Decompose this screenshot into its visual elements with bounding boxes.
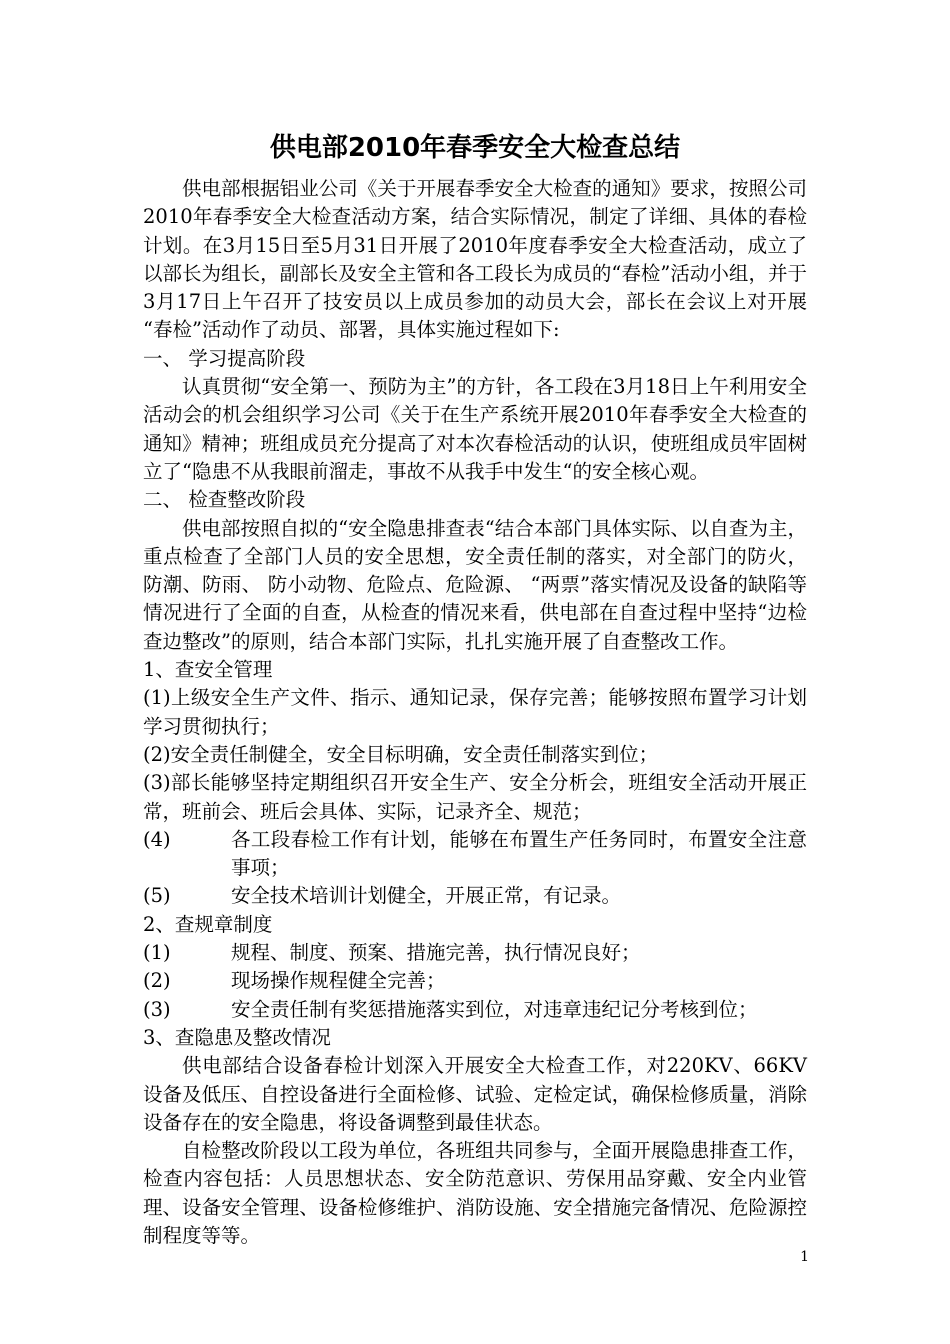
item-text: 规程、制度、预案、措施完善，执行情况良好； <box>231 941 641 965</box>
document-body <box>143 175 807 1250</box>
item-number: (4) <box>143 827 171 851</box>
sub1-item-1: (1)上级安全生产文件、指示、通知记录，保存完善；能够按照布置学习计划学习贯彻执行； <box>143 686 807 738</box>
section1-heading: 一、 学习提高阶段 <box>143 346 306 370</box>
item-number: (2) <box>143 969 171 993</box>
sub1-item-4 <box>143 826 807 883</box>
item-number: (5) <box>143 884 171 908</box>
item-text: 各工段春检工作有计划，能够在布置生产任务同时，布置安全注意事项； <box>231 827 807 880</box>
sub1-heading: 1、查安全管理 <box>143 658 273 682</box>
section2-paragraph: 供电部按照自拟的“安全隐患排查表“结合本部门具体实际、以自查为主，重点检查了全部门人员的安全思想，安全责任制的落实，对全部门的防火， 防潮、防雨、 防小动物、危险点、危险源、 “两票”落实情况及设备的缺陷等情况进行了全面的自查，从检查的情况来看，供电部在自查过程中坚持“边检查边整改”的原则，结合本部门实际，扎扎实施开展了自查整改工作。 <box>143 516 807 653</box>
section1-paragraph: 认真贯彻“安全第一、预防为主”的方针，各工段在3月18日上午利用安全活动会的机会组织学习公司《关于在生产系统开展2010年春季安全大检查的通知》精神；班组成员充分提高了对本次春检活动的认识，使班组成员牢固树立了“隐患不从我眼前溜走，事故不从我手中发生“的安全核心观。 <box>143 375 807 483</box>
sub3-paragraph-1: 供电部结合设备春检计划深入开展安全大检查工作，对220KV、66KV设备及低压、自控设备进行全面检修、试验、定检定试，确保检修质量，消除设备存在的安全隐患，将设备调整到最佳状态。 <box>143 1054 807 1134</box>
item-text: 安全技术培训计划健全，开展正常，有记录。 <box>231 884 622 908</box>
section2-heading: 二、 检查整改阶段 <box>143 488 306 512</box>
document-title: 供电部2010年春季安全大检查总结 <box>269 133 681 163</box>
item-text: 安全责任制有奖惩措施落实到位，对违章违纪记分考核到位； <box>231 997 758 1021</box>
sub1-item-2: (2)安全责任制健全，安全目标明确，安全责任制落实到位； <box>143 742 659 766</box>
sub3-heading: 3、查隐患及整改情况 <box>143 1025 331 1049</box>
sub2-item-3 <box>143 996 807 1024</box>
sub2-heading: 2、查规章制度 <box>143 912 273 936</box>
item-number: (3) <box>143 997 171 1021</box>
item-text: 现场操作规程健全完善； <box>231 969 446 993</box>
item-number: (1) <box>143 941 171 965</box>
sub1-item-3: (3)部长能够坚持定期组织召开安全生产、安全分析会，班组安全活动开展正常，班前会、班后会具体、实际，记录齐全、规范； <box>143 771 807 823</box>
sub3-paragraph-2: 自检整改阶段以工段为单位，各班组共同参与，全面开展隐患排查工作，检查内容包括：人员思想状态、安全防范意识、劳保用品穿戴、安全内业管理、设备安全管理、设备检修维护、消防设施、安全措施完备情况、危险源控制程度等等。 <box>143 1139 807 1247</box>
page-number-text: 1 <box>800 1249 809 1265</box>
sub2-item-1 <box>143 939 807 967</box>
page-number <box>0 1249 950 1265</box>
sub1-item-5 <box>143 882 807 910</box>
intro-paragraph: 供电部根据铝业公司《关于开展春季安全大检查的通知》要求，按照公司2010年春季安全大检查活动方案，结合实际情况，制定了详细、具体的春检计划。在3月15日至5月31日开展了2010年度春季安全大检查活动，成立了以部长为组长，副部长及安全主管和各工段长为成员的“春检”活动小组，并于3月17日上午召开了技安员以上成员参加的动员大会，部长在会议上对开展 “春检”活动作了动员、部署，具体实施过程如下: <box>143 177 807 342</box>
sub2-item-2 <box>143 967 807 995</box>
